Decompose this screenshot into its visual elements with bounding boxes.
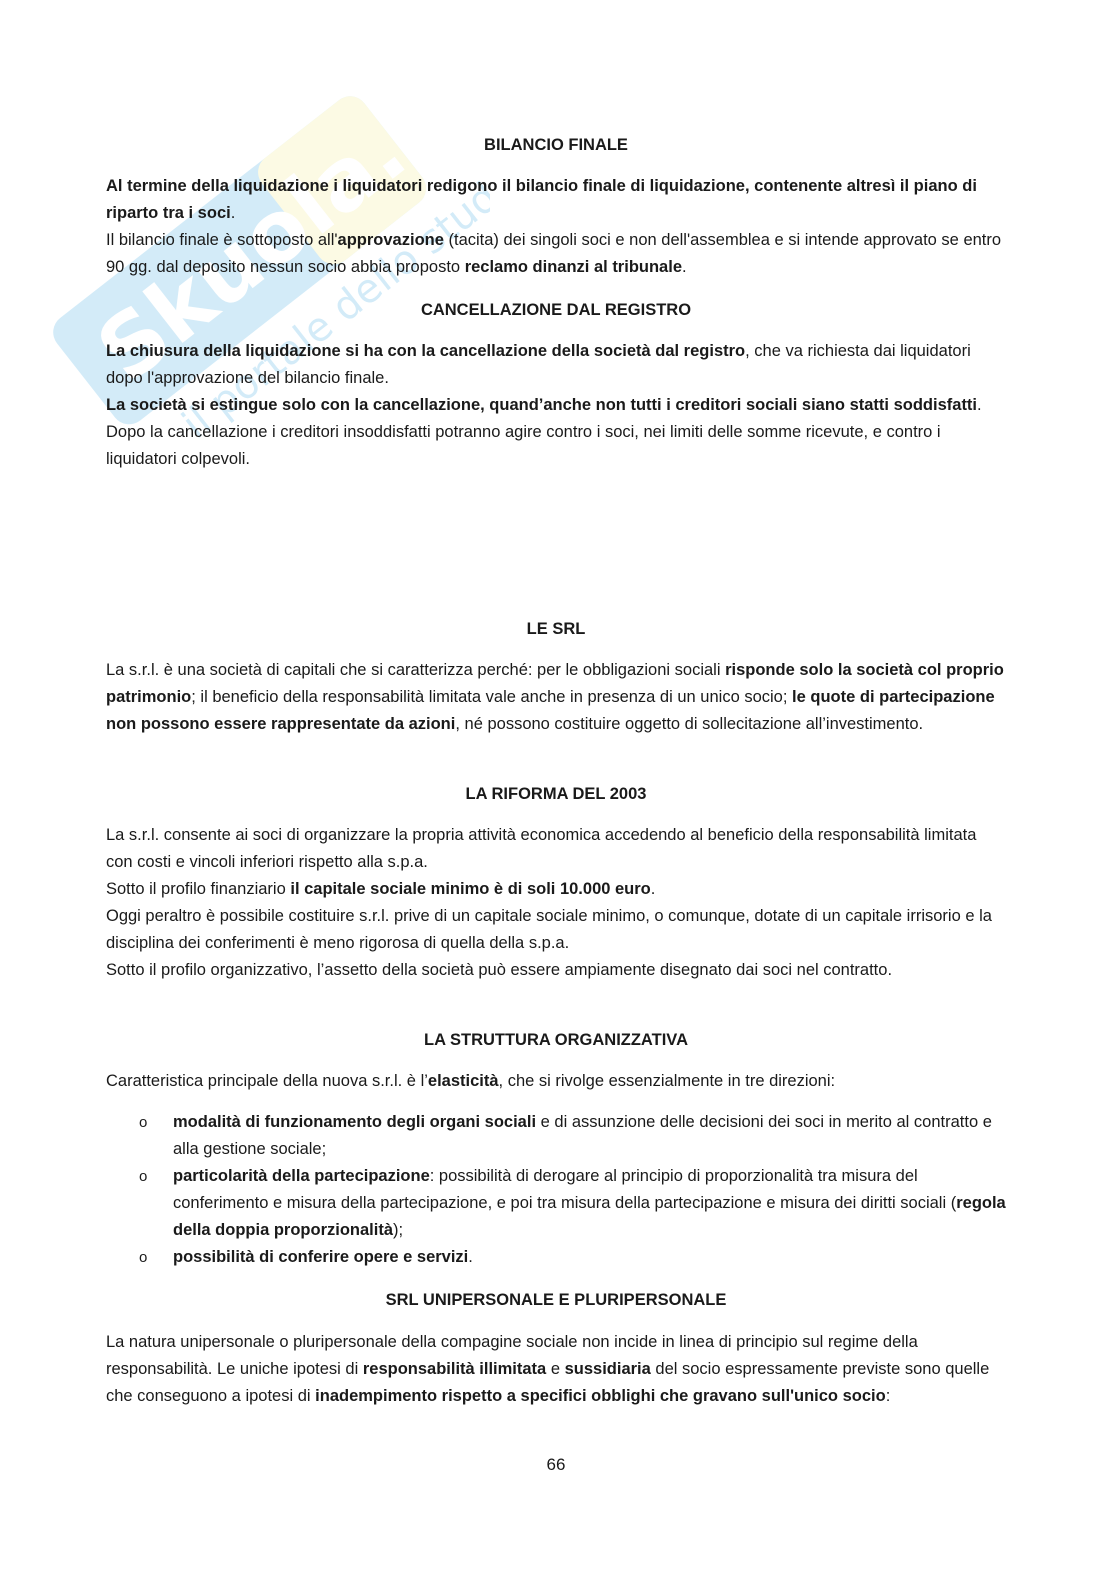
heading-le-srl: LE SRL [526,620,586,638]
list-item: o modalità di funzionamento degli organi sociali e di assunzione delle decisioni dei soci in merito al contratto e alla gestione sociale; [106,1109,1006,1163]
paragraph: La società si estingue solo con la cancellazione, quand’anche non tutti i creditori sociali siano statti soddisfatti. Dopo la cancellazione i creditori insoddisfatti potranno agire contro i soci, nei limiti delle somme ricevute, e contro i liquidatori colpevoli. [106,396,982,468]
paragraph: La s.r.l. consente ai soci di organizzare la propria attività economica accedendo al beneficio della responsabilità limitata con costi e vincoli inferiori rispetto alla s.p.a. [106,826,977,871]
watermark-tagline: il portale dello studente [173,118,490,449]
paragraph: Sotto il profilo finanziario il capitale sociale minimo è di soli 10.000 euro. [106,880,656,898]
paragraph: La s.r.l. è una società di capitali che si caratterizza perché: per le obbligazioni sociali risponde solo la società col proprio patrimonio; il beneficio della responsabilità limitata vale anche in presenza di un unico socio; le quote di partecipazione non possono essere rappresentate da azioni, né possono costituire oggetto di sollecitazione all’investimento. [106,661,1004,733]
section-bilancio-finale [106,173,1006,281]
watermark-brand: Skuola.net [79,40,490,403]
section-riforma [106,822,1006,984]
list-item: o particolarità della partecipazione: possibilità di derogare al principio di proporzionalità tra misura del conferimento e misura della partecipazione, e poi tra misura della partecipazione e misura dei diritti sociali (regola della doppia proporzionalità); [106,1163,1006,1244]
bullet-icon: o [139,1168,148,1185]
paragraph: Al termine della liquidazione i liquidatori redigono il bilancio finale di liquidazione, contenente altresì il piano di riparto tra i soci. [106,177,977,222]
bullet-icon: o [139,1114,148,1131]
page-number: 66 [546,1455,566,1474]
heading-riforma: LA RIFORMA DEL 2003 [465,785,647,803]
paragraph: Oggi peraltro è possibile costituire s.r.l. prive di un capitale sociale minimo, o comunque, dotate di un capitale irrisorio e la disciplina dei conferimenti è meno rigorosa di quella della s.p.a. [106,907,992,952]
heading-unipersonale: SRL UNIPERSONALE E PLURIPERSONALE [385,1291,727,1309]
section-unipersonale [106,1329,1006,1410]
heading-bilancio-finale: BILANCIO FINALE [484,136,628,154]
paragraph: Il bilancio finale è sottoposto all'approvazione (tacita) dei singoli soci e non dell'assemblea e si intende approvato se entro 90 gg. dal deposito nessun socio abbia proposto reclamo dinanzi al tribunale. [106,231,1002,276]
list-item: o possibilità di conferire opere e servizi. [106,1244,1006,1271]
paragraph: Caratteristica principale della nuova s.r.l. è l’elasticità, che si rivolge essenzialmente in tre direzioni: [106,1072,836,1090]
section-struttura-intro [106,1068,1006,1095]
document-page [106,0,1006,1579]
section-cancellazione [106,338,1006,473]
paragraph: La chiusura della liquidazione si ha con la cancellazione della società dal registro, che va richiesta dai liquidatori dopo l'approvazione del bilancio finale. [106,342,971,387]
bullet-icon: o [139,1249,148,1266]
struttura-list [106,1109,1006,1271]
section-le-srl [106,657,1006,738]
paragraph: Sotto il profilo organizzativo, l’assetto della società può essere ampiamente disegnato dai soci nel contratto. [106,961,893,979]
heading-struttura: LA STRUTTURA ORGANIZZATIVA [424,1031,688,1049]
paragraph: La natura unipersonale o pluripersonale della compagine sociale non incide in linea di principio sul regime della responsabilità. Le uniche ipotesi di responsabilità illimitata e sussidiaria del socio espressamente previste sono quelle che conseguono a ipotesi di inadempimento rispetto a specifici obblighi che gravano sull'unico socio: [106,1333,990,1405]
heading-cancellazione: CANCELLAZIONE DAL REGISTRO [420,301,692,319]
